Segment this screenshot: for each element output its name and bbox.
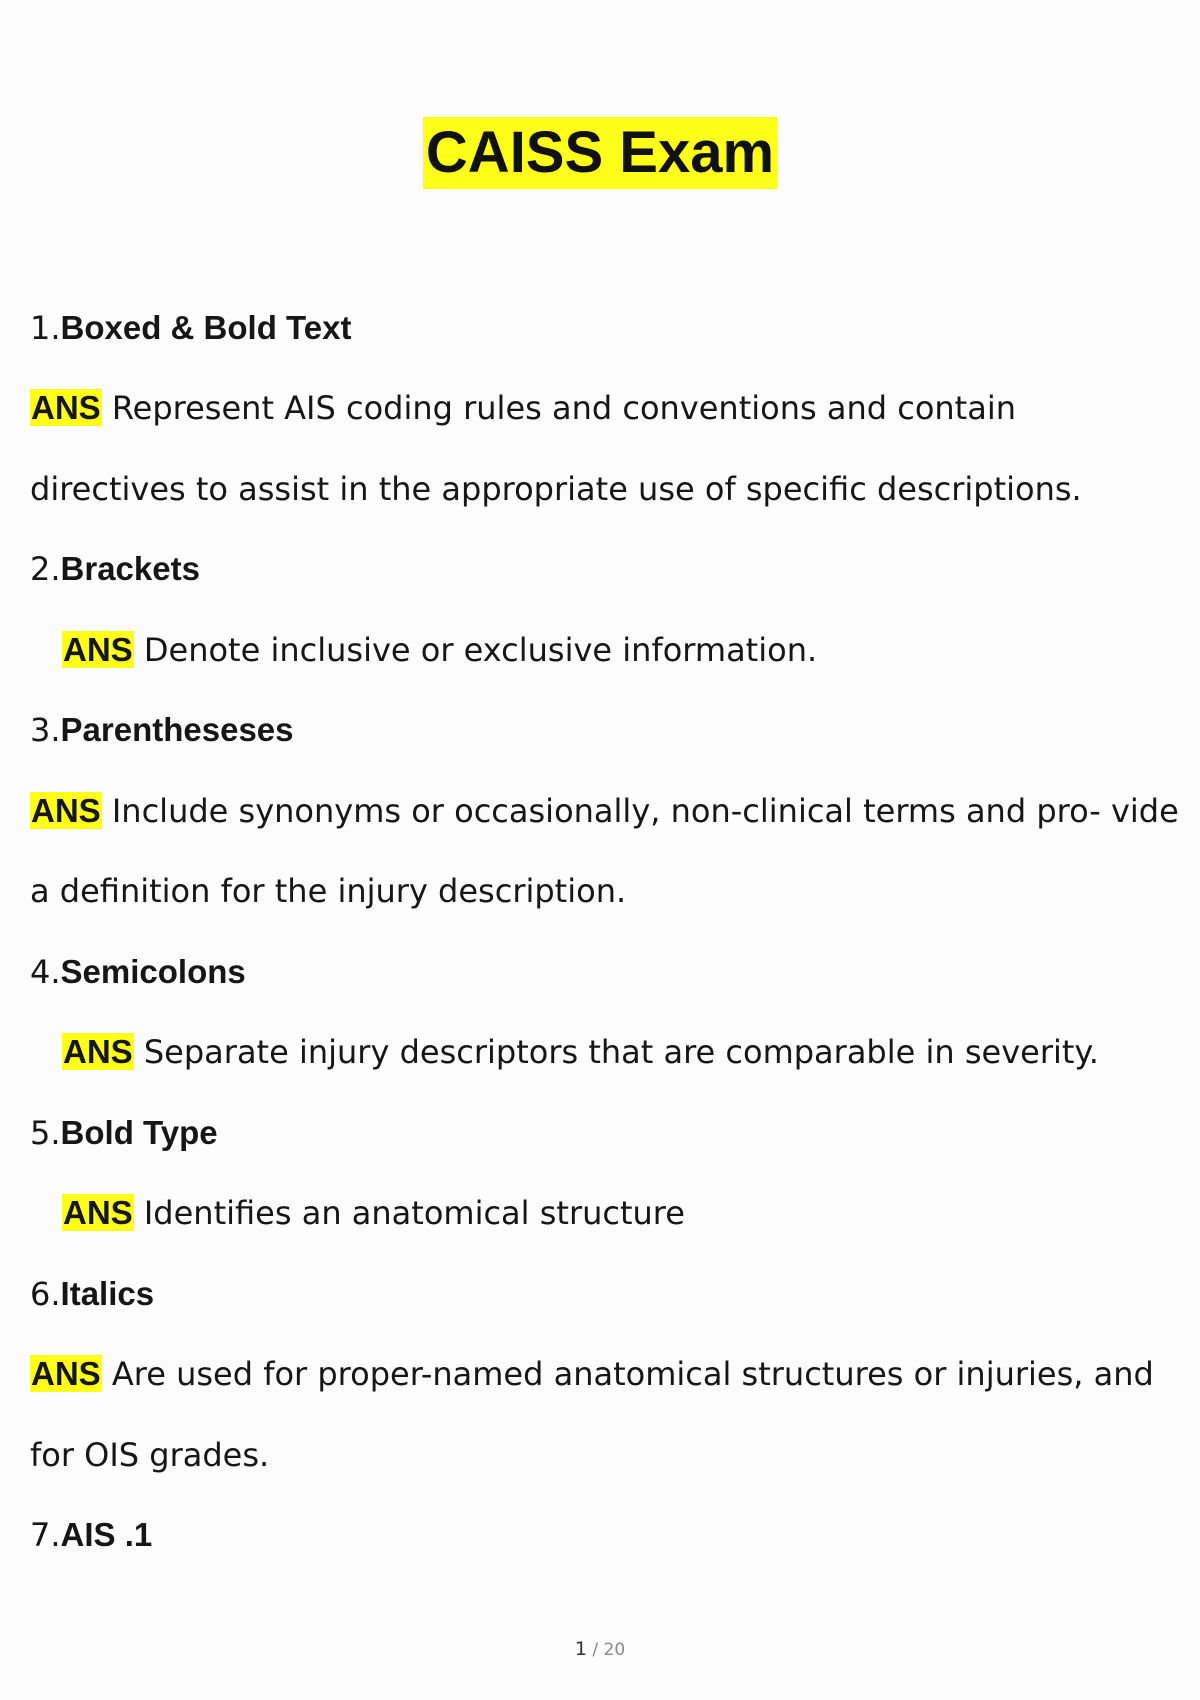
question-number: 2. [30, 550, 61, 588]
question-text: Semicolons [60, 953, 246, 990]
answer-5-line-1 [62, 1193, 685, 1233]
question-text: Brackets [60, 550, 200, 587]
question-6 [30, 1274, 154, 1314]
ans-tag: ANS [31, 1355, 101, 1392]
answer-text: a definition for the injury description. [30, 872, 627, 910]
page-indicator [0, 1638, 1200, 1660]
question-number: 5. [30, 1114, 61, 1152]
question-number: 3. [30, 711, 61, 749]
question-2 [30, 549, 200, 589]
answer-6-line-2 [30, 1435, 269, 1475]
question-4 [30, 952, 246, 992]
answer-1-line-1 [30, 388, 1016, 428]
question-1 [30, 308, 351, 348]
question-text: Bold Type [60, 1114, 218, 1151]
question-number: 1. [30, 309, 61, 347]
answer-6-line-1 [30, 1354, 1154, 1394]
total-pages: 20 [603, 1640, 626, 1660]
question-text: AIS .1 [60, 1516, 153, 1553]
question-text: Parentheseses [60, 711, 294, 748]
current-page: 1 [574, 1638, 587, 1660]
ans-tag: ANS [31, 792, 101, 829]
answer-text: for OIS grades. [30, 1436, 270, 1474]
question-number: 4. [30, 953, 61, 991]
answer-4-line-1 [62, 1032, 1099, 1072]
answer-text: Are used for proper-named anatomical structures or injuries, and [111, 1355, 1154, 1393]
answer-text: directives to assist in the appropriate use of specific descriptions. [30, 470, 1082, 508]
question-5 [30, 1113, 218, 1153]
question-number: 6. [30, 1275, 61, 1313]
ans-tag: ANS [63, 1194, 133, 1231]
page-title: CAISS Exam [423, 117, 777, 189]
ans-tag: ANS [63, 1033, 133, 1070]
question-number: 7. [30, 1516, 61, 1554]
answer-2-line-1 [62, 630, 817, 670]
answer-text: Separate injury descriptors that are comparable in severity. [143, 1033, 1099, 1071]
question-text: Italics [60, 1275, 155, 1312]
ans-tag: ANS [31, 389, 101, 426]
answer-text: Identifies an anatomical structure [143, 1194, 685, 1232]
page-separator: / [592, 1640, 599, 1660]
answer-3-line-2 [30, 871, 626, 911]
answer-text: Denote inclusive or exclusive information. [143, 631, 818, 669]
title-wrap [0, 117, 1200, 189]
ans-tag: ANS [63, 631, 133, 668]
question-3 [30, 710, 294, 750]
question-text: Boxed & Bold Text [60, 309, 352, 346]
answer-3-line-1 [30, 791, 1179, 831]
answer-text: Include synonyms or occasionally, non-clinical terms and pro- vide [111, 792, 1179, 830]
answer-1-line-2 [30, 469, 1082, 509]
answer-text: Represent AIS coding rules and conventions and contain [111, 389, 1016, 427]
question-7 [30, 1515, 152, 1555]
